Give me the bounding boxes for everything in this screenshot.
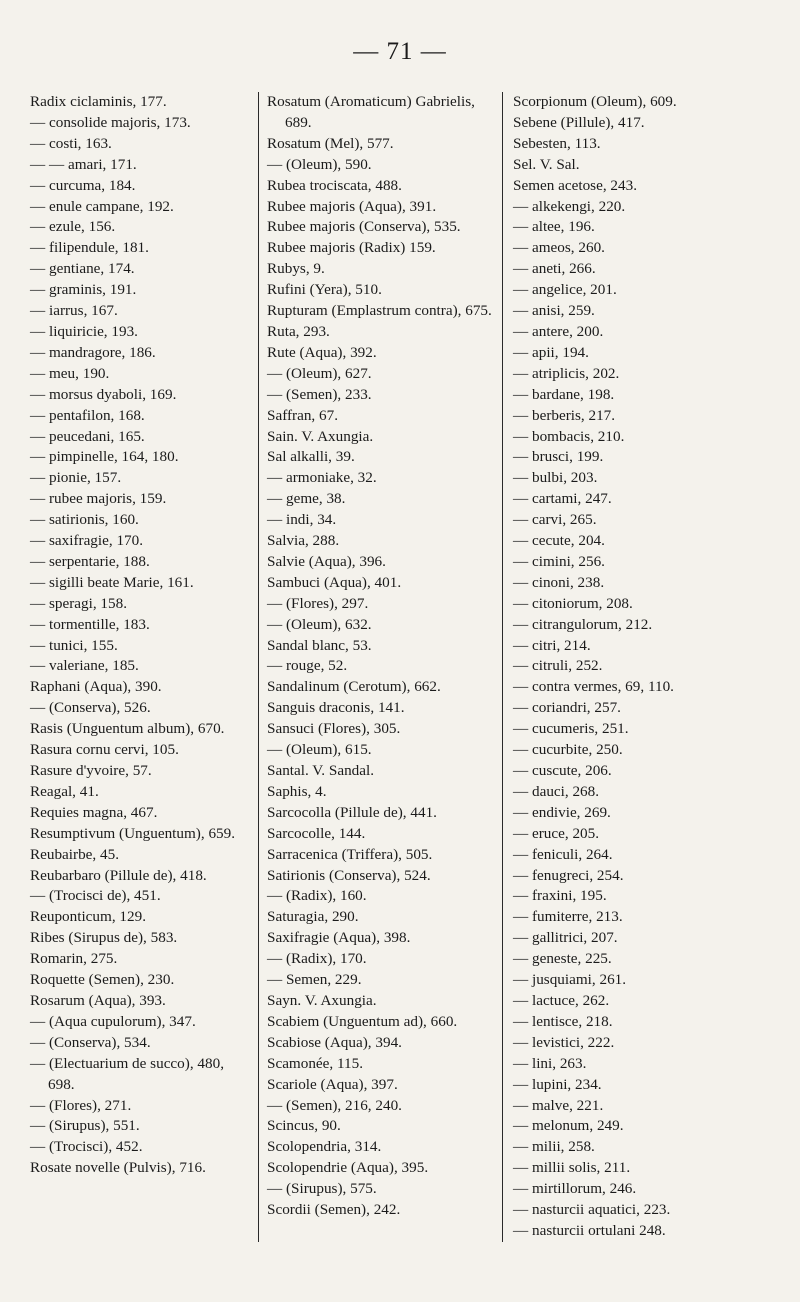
index-entry: — brusci, 199. (513, 448, 604, 466)
index-entry: — cecute, 204. (513, 532, 605, 550)
index-entry: — levistici, 222. (513, 1033, 615, 1051)
index-entry: Sandal blanc, 53. (267, 636, 372, 654)
index-entry: Sarcocolla (Pillule de), 441. (267, 803, 437, 821)
index-entry: Saxifragie (Aqua), 398. (267, 929, 411, 947)
index-entry: — serpentarie, 188. (30, 552, 150, 570)
index-entry: Rosate novelle (Pulvis), 716. (30, 1159, 206, 1177)
index-entry: — cartami, 247. (513, 490, 612, 508)
index-entry: — pionie, 157. (30, 469, 122, 487)
index-entry: — armoniake, 32. (267, 469, 377, 487)
index-entry: — altee, 196. (513, 218, 595, 236)
index-entry: — berberis, 217. (513, 406, 616, 424)
index-entry: — meu, 190. (30, 364, 110, 382)
index-entry: Scolopendria, 314. (267, 1138, 382, 1156)
index-entry: Sel. V. Sal. (513, 155, 580, 173)
index-entry: — (Semen), 216, 240. (267, 1096, 402, 1114)
index-entry: Rubee majoris (Radix) 159. (267, 239, 436, 257)
index-entry: — (Oleum), 627. (267, 364, 372, 382)
index-entry: — tunici, 155. (30, 636, 118, 654)
index-entry: — (Radix), 170. (267, 950, 367, 968)
index-entry: Scabiose (Aqua), 394. (267, 1033, 402, 1051)
index-entry: — eruce, 205. (513, 824, 600, 842)
index-entry: — (Sirupus), 575. (267, 1180, 377, 1198)
index-entry: — (Sirupus), 551. (30, 1117, 140, 1135)
index-entry: — citoniorum, 208. (513, 594, 633, 612)
index-entry: Salvia, 288. (267, 532, 340, 550)
index-entry: Rubea trociscata, 488. (267, 176, 402, 194)
index-entry: Scorpionum (Oleum), 609. (513, 93, 677, 110)
index-entry: Sarracenica (Triffera), 505. (267, 845, 433, 863)
index-entry: — citruli, 252. (513, 657, 603, 675)
index-entry: — mandragore, 186. (30, 343, 156, 361)
index-entry: — ameos, 260. (513, 239, 605, 257)
index-entry: Scincus, 90. (267, 1117, 341, 1135)
index-entry: — lentisce, 218. (513, 1012, 613, 1030)
index-entry: — bardane, 198. (513, 385, 615, 403)
index-entry: Requies magna, 467. (30, 803, 158, 821)
index-entry: — millii solis, 211. (513, 1159, 631, 1177)
index-entry: — melonum, 249. (513, 1117, 624, 1135)
index-entry: Rubee majoris (Aqua), 391. (267, 197, 437, 215)
index-entry: Sebesten, 113. (513, 134, 601, 152)
index-entry: Scabiem (Unguentum ad), 660. (267, 1012, 458, 1030)
index-entry: Sandalinum (Cerotum), 662. (267, 678, 441, 696)
index-entry: — (Electuarium de succo), 480, 698. (30, 1054, 224, 1093)
index-entry: Saphis, 4. (267, 782, 327, 800)
index-column-1 (30, 92, 258, 1242)
index-entry: — fenugreci, 254. (513, 866, 624, 884)
index-entry: Rubys, 9. (267, 260, 325, 278)
index-entry: — alkekengi, 220. (513, 197, 626, 215)
index-entry: — cinoni, 238. (513, 573, 605, 591)
index-entry: Sarcocolle, 144. (267, 824, 366, 842)
index-column-3 (502, 92, 790, 1242)
index-entry: — angelice, 201. (513, 281, 617, 299)
index-entry: Sebene (Pillule), 417. (513, 113, 645, 131)
index-entry: Salvie (Aqua), 396. (267, 552, 386, 570)
index-entry: — bombacis, 210. (513, 427, 625, 445)
index-entry: — filipendule, 181. (30, 239, 149, 257)
index-entry: Resumptivum (Unguentum), 659. (30, 824, 236, 842)
index-entry: Rufini (Yera), 510. (267, 281, 382, 299)
index-entry: Saffran, 67. (267, 406, 338, 424)
index-entry: — ezule, 156. (30, 218, 116, 236)
index-column-2 (258, 92, 502, 1242)
index-entry: — Semen, 229. (267, 971, 362, 989)
index-entry: Rasure d'yvoire, 57. (30, 762, 152, 779)
index-entry: — milii, 258. (513, 1138, 595, 1156)
index-entry: Romarin, 275. (30, 950, 118, 968)
index-entry: Rubee majoris (Conserva), 535. (267, 218, 461, 236)
index-entry: — nasturcii aquatici, 223. (513, 1201, 671, 1219)
index-entry: — rubee majoris, 159. (30, 490, 167, 508)
index-entry: — (Oleum), 615. (267, 741, 372, 759)
index-entry: — endivie, 269. (513, 803, 611, 821)
index-columns (30, 92, 790, 1242)
index-entry: — atriplicis, 202. (513, 364, 620, 382)
index-entry: Rosatum (Mel), 577. (267, 134, 394, 152)
index-entry: Sal alkalli, 39. (267, 448, 355, 466)
index-entry: — cimini, 256. (513, 552, 605, 570)
index-entry: — anisi, 259. (513, 302, 595, 320)
index-entry: — (Trocisci), 452. (30, 1138, 143, 1156)
index-entry: Sayn. V. Axungia. (267, 991, 377, 1009)
index-entry: — carvi, 265. (513, 511, 597, 529)
index-entry: — cucurbite, 250. (513, 741, 623, 759)
index-entry: — speragi, 158. (30, 594, 128, 612)
page-number: — 71 — (353, 38, 447, 65)
index-entry: — antere, 200. (513, 322, 604, 340)
index-entry: — contra vermes, 69, 110. (513, 678, 674, 696)
index-entry: — gentiane, 174. (30, 260, 135, 278)
index-entry: — valeriane, 185. (30, 657, 139, 675)
index-entry: Ruta, 293. (267, 322, 330, 340)
index-entry: Sansuci (Flores), 305. (267, 720, 401, 738)
index-entry: Rosarum (Aqua), 393. (30, 991, 166, 1009)
index-entry: Rute (Aqua), 392. (267, 343, 377, 361)
index-entry: — nasturcii ortulani 248. (513, 1221, 666, 1239)
index-entry: Roquette (Semen), 230. (30, 971, 175, 989)
index-entry: — saxifragie, 170. (30, 532, 144, 550)
index-entry: — consolide majoris, 173. (30, 113, 191, 131)
index-entry: Scariole (Aqua), 397. (267, 1075, 398, 1093)
index-entry: Saturagia, 290. (267, 908, 359, 926)
index-entry: — (Trocisci de), 451. (30, 887, 161, 905)
index-entry: — cucumeris, 251. (513, 720, 629, 738)
index-entry: Raphani (Aqua), 390. (30, 678, 162, 696)
index-entry: — iarrus, 167. (30, 302, 118, 320)
index-entry: Reagal, 41. (30, 782, 99, 800)
index-entry: — (Conserva), 526. (30, 699, 151, 717)
index-entry: — (Aqua cupulorum), 347. (30, 1012, 196, 1030)
index-entry: — — amari, 171. (30, 155, 137, 173)
index-entry: — (Flores), 297. (267, 594, 369, 612)
index-entry: — indi, 34. (267, 511, 337, 529)
index-entry: — rouge, 52. (267, 657, 348, 675)
index-entry: — sigilli beate Marie, 161. (30, 573, 194, 591)
index-entry: — morsus dyaboli, 169. (30, 385, 177, 403)
index-entry: — citri, 214. (513, 636, 591, 654)
index-entry: — mirtillorum, 246. (513, 1180, 637, 1198)
index-entry: Scordii (Semen), 242. (267, 1201, 401, 1219)
index-entry: — lini, 263. (513, 1054, 587, 1072)
index-entry: — fraxini, 195. (513, 887, 607, 905)
index-entry: Rasura cornu cervi, 105. (30, 741, 179, 759)
index-entry: — curcuma, 184. (30, 176, 136, 194)
index-entry: Reubairbe, 45. (30, 845, 119, 863)
index-entry: — geneste, 225. (513, 950, 612, 968)
index-entry: — gallitrici, 207. (513, 929, 618, 947)
index-entry: — apii, 194. (513, 343, 589, 361)
index-entry: Sambuci (Aqua), 401. (267, 573, 402, 591)
index-entry: Santal. V. Sandal. (267, 762, 375, 779)
index-entry: — jusquiami, 261. (513, 971, 627, 989)
index-entry: — lupini, 234. (513, 1075, 602, 1093)
index-entry: — peucedani, 165. (30, 427, 145, 445)
index-entry: — geme, 38. (267, 490, 346, 508)
index-entry: Rupturam (Emplastrum contra), 675. (267, 302, 492, 320)
index-entry: Satirionis (Conserva), 524. (267, 866, 431, 884)
index-entry: Sain. V. Axungia. (267, 427, 374, 445)
index-entry: — (Oleum), 632. (267, 615, 372, 633)
index-entry: Scamonée, 115. (267, 1054, 364, 1072)
index-entry: Scolopendrie (Aqua), 395. (267, 1159, 429, 1177)
index-entry: — graminis, 191. (30, 281, 137, 299)
index-entry: — malve, 221. (513, 1096, 604, 1114)
index-entry: — enule campane, 192. (30, 197, 174, 215)
index-entry: — (Conserva), 534. (30, 1033, 151, 1051)
index-entry: — tormentille, 183. (30, 615, 150, 633)
index-entry: — (Oleum), 590. (267, 155, 372, 173)
index-entry: — lactuce, 262. (513, 991, 610, 1009)
index-entry: — (Radix), 160. (267, 887, 367, 905)
index-entry: Rosatum (Aromaticum) Gabrielis, 689. (267, 93, 475, 131)
index-entry: — pentafilon, 168. (30, 406, 145, 424)
index-entry: — liquiricie, 193. (30, 322, 138, 340)
index-entry: — (Flores), 271. (30, 1096, 132, 1114)
index-entry: — bulbi, 203. (513, 469, 598, 487)
index-entry: — satirionis, 160. (30, 511, 139, 529)
index-entry: — pimpinelle, 164, 180. (30, 448, 179, 466)
index-entry: Semen acetose, 243. (513, 176, 637, 194)
index-entry: — fumiterre, 213. (513, 908, 623, 926)
index-entry: Reubarbaro (Pillule de), 418. (30, 866, 207, 884)
index-entry: — citrangulorum, 212. (513, 615, 653, 633)
index-entry: Radix ciclaminis, 177. (30, 93, 167, 110)
index-entry: — dauci, 268. (513, 782, 600, 800)
index-entry: — feniculi, 264. (513, 845, 613, 863)
index-entry: — coriandri, 257. (513, 699, 621, 717)
index-entry: Sanguis draconis, 141. (267, 699, 405, 717)
index-entry: — aneti, 266. (513, 260, 596, 278)
index-entry: — cuscute, 206. (513, 762, 612, 779)
index-entry: Ribes (Sirupus de), 583. (30, 929, 178, 947)
index-entry: Rasis (Unguentum album), 670. (30, 720, 225, 738)
index-entry: — costi, 163. (30, 134, 112, 152)
index-entry: — (Semen), 233. (267, 385, 372, 403)
index-entry: Reuponticum, 129. (30, 908, 147, 926)
